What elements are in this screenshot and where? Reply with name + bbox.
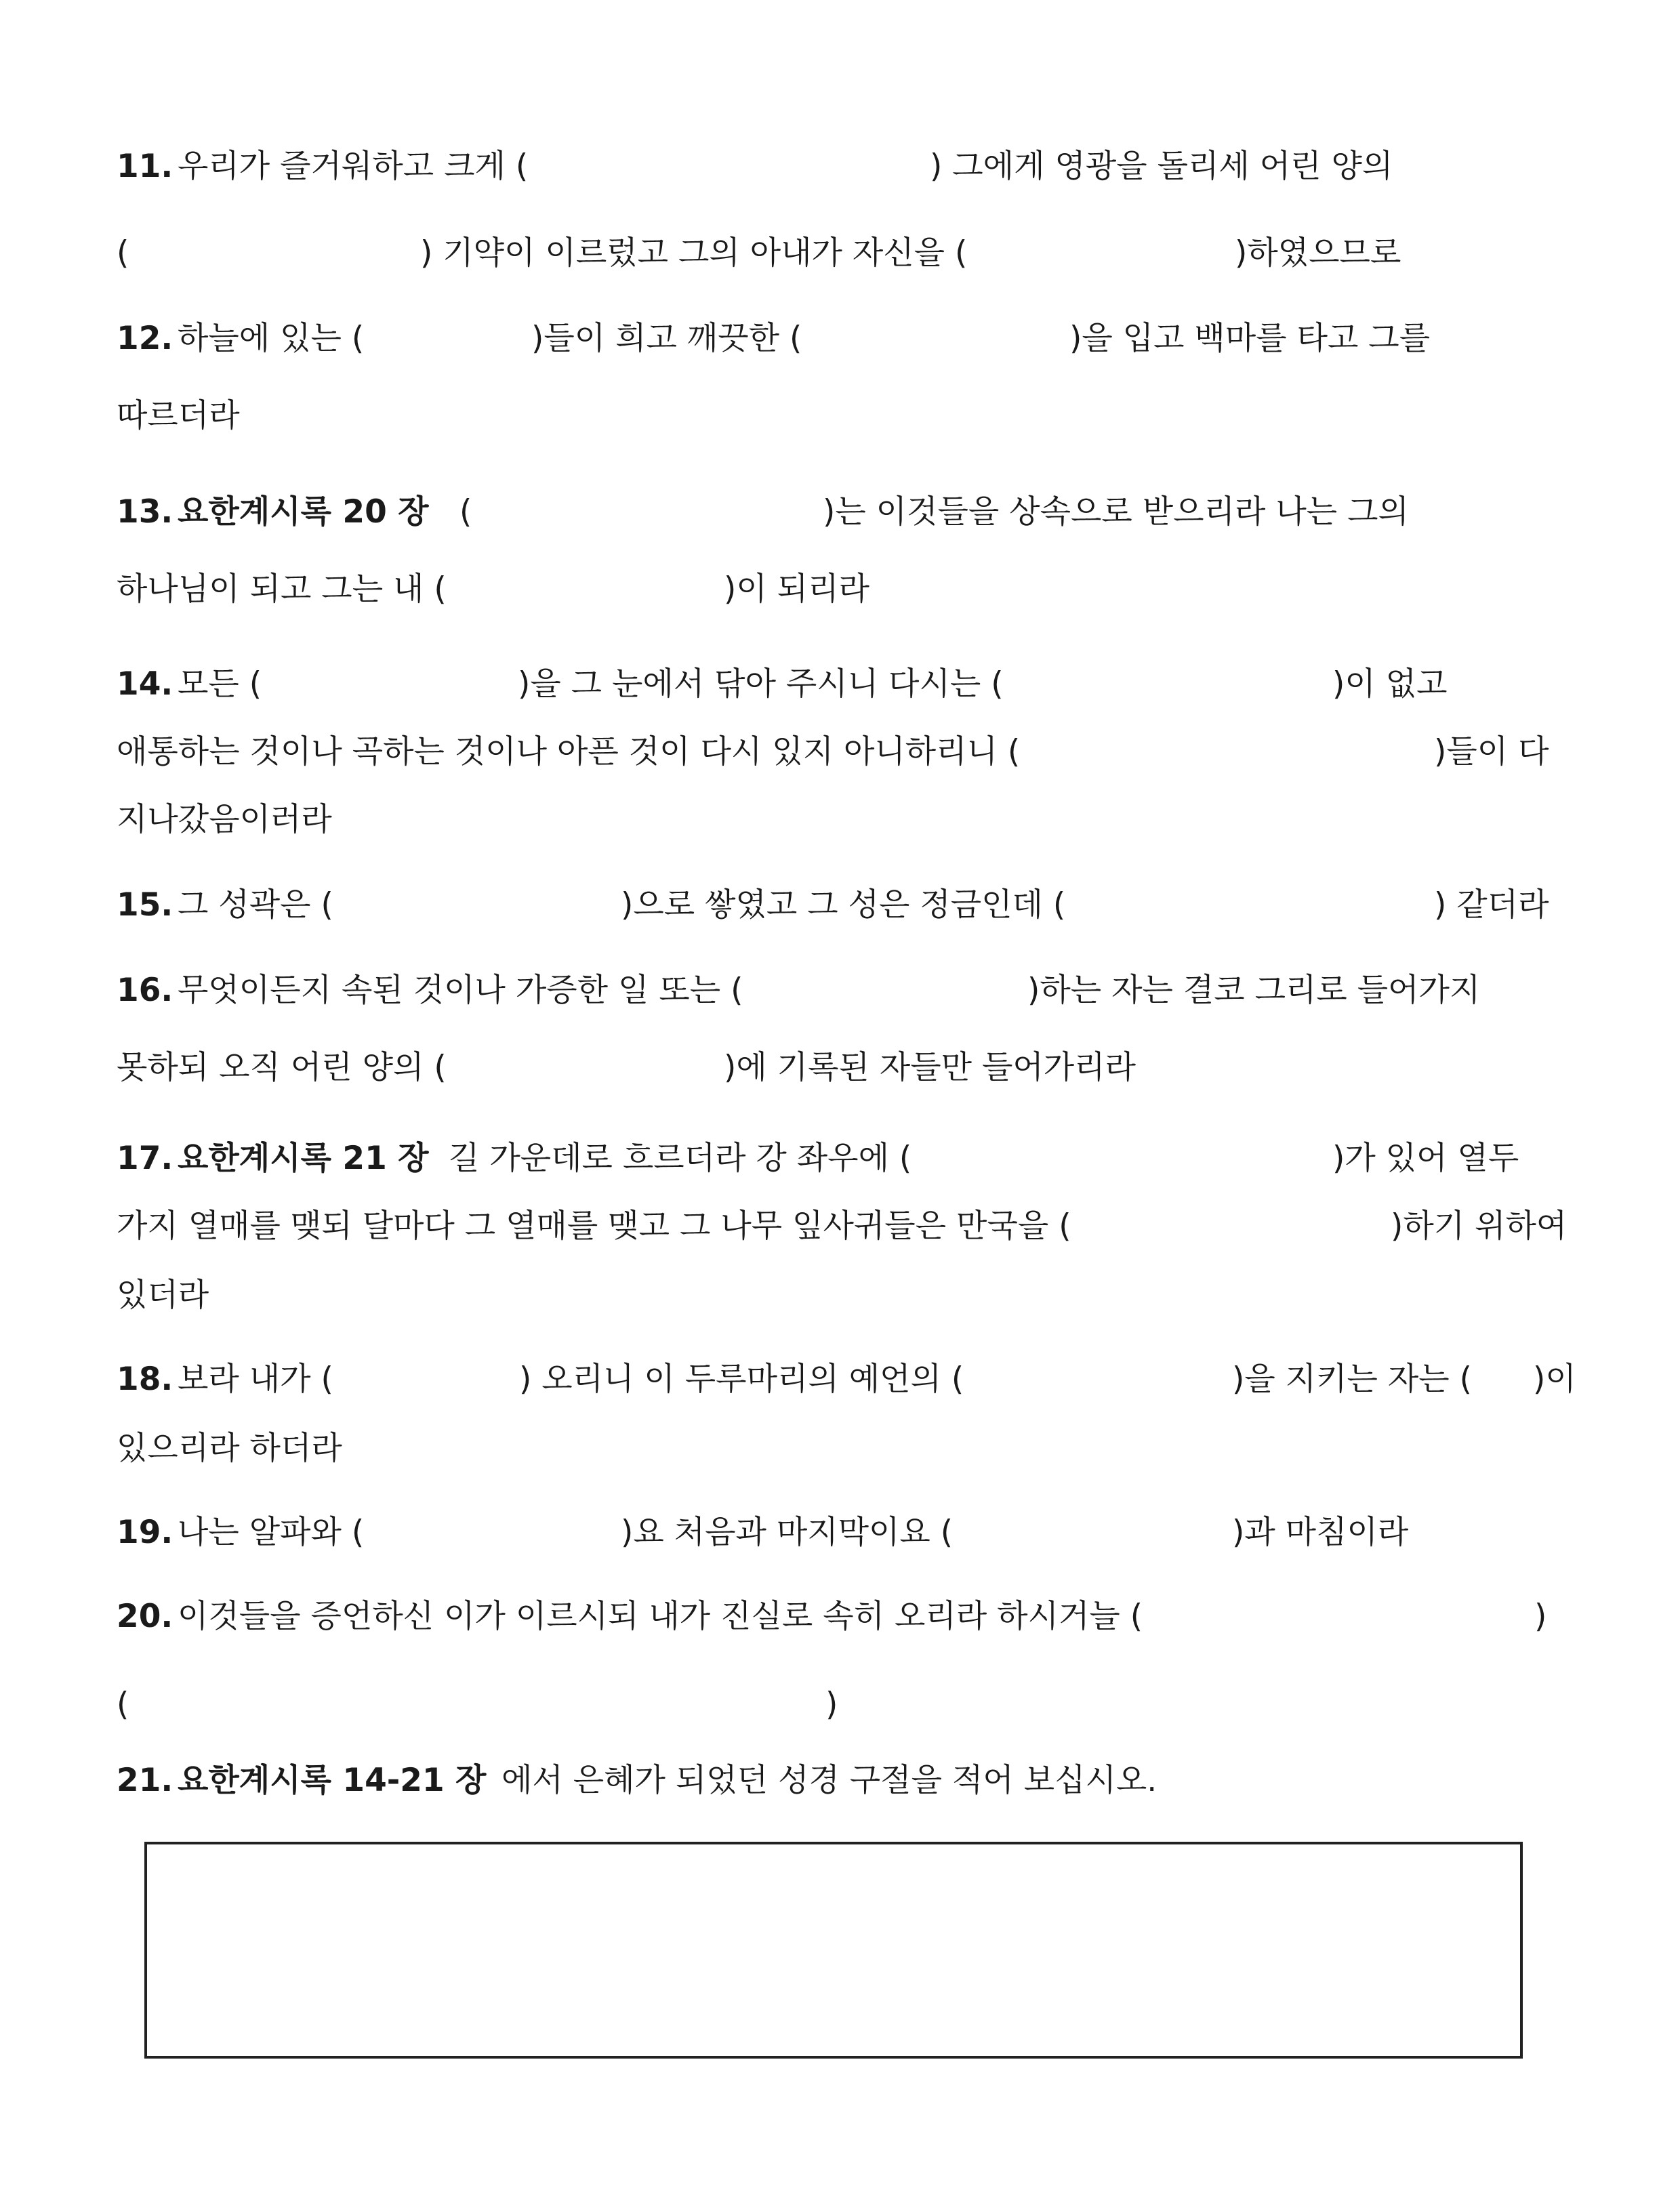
question-text: 애통하는 것이나 곡하는 것이나 아픈 것이 다시 있지 아니하리니 (: [117, 733, 1021, 770]
question-text: 하나님이 되고 그는 내 (: [117, 571, 447, 608]
question-text: )을 지키는 자는 (: [1232, 1361, 1472, 1398]
question-text: )이 없고: [1332, 665, 1448, 703]
question-text: 에서 은혜가 되었던 성경 구절을 적어 보십시오.: [501, 1762, 1157, 1799]
question-text: )가 있어 열두: [1332, 1140, 1519, 1177]
scripture-reference: 요한계시록 14-21 장: [178, 1762, 487, 1799]
question-text: 길 가운데로 흐르더라 강 좌우에 (: [449, 1140, 912, 1177]
question-text: 지나갔음이러라: [117, 801, 332, 838]
question-text: (: [117, 234, 129, 272]
question-number: 15.: [117, 886, 173, 924]
question-text: 그 성곽은 (: [178, 886, 333, 924]
question-text: 무엇이든지 속된 것이나 가증한 일 또는 (: [178, 972, 743, 1009]
question-number: 11.: [117, 148, 173, 185]
question-text: ) 오리니 이 두루마리의 예언의 (: [519, 1361, 964, 1398]
question-number: 13.: [117, 493, 173, 531]
question-number: 18.: [117, 1361, 173, 1398]
question-text: )과 마침이라: [1232, 1514, 1409, 1551]
question-text: 이것들을 증언하신 이가 이르시되 내가 진실로 속히 오리라 하시거늘 (: [178, 1598, 1143, 1635]
question-text: (: [117, 1686, 129, 1723]
question-text: 모든 (: [178, 665, 262, 703]
question-text: )는 이것들을 상속으로 받으리라 나는 그의: [823, 493, 1409, 531]
question-text: )이 되리라: [724, 571, 869, 608]
question-number: 21.: [117, 1762, 173, 1799]
question-number: 17.: [117, 1140, 173, 1177]
question-text: )하기 위하여: [1391, 1207, 1568, 1245]
question-text: (: [459, 493, 472, 531]
question-number: 16.: [117, 972, 173, 1009]
question-text: ) 그에게 영광을 돌리세 어린 양의: [930, 148, 1393, 185]
question-text: )들이 희고 깨끗한 (: [531, 320, 802, 357]
question-text: ): [1534, 1598, 1547, 1635]
scripture-reference: 요한계시록 20 장: [178, 493, 429, 531]
question-number: 14.: [117, 665, 173, 703]
question-text: 있더라: [117, 1277, 209, 1314]
question-text: 우리가 즐거워하고 크게 (: [178, 148, 529, 185]
question-text: 나는 알파와 (: [178, 1514, 365, 1551]
question-text: )하였으므로: [1235, 234, 1401, 272]
question-text: 있으리라 하더라: [117, 1430, 342, 1467]
question-text: ) 같더라: [1434, 886, 1549, 924]
question-number: 12.: [117, 320, 173, 357]
question-text: 가지 열매를 맺되 달마다 그 열매를 맺고 그 나무 잎사귀들은 만국을 (: [117, 1207, 1071, 1245]
question-text: 못하되 오직 어린 양의 (: [117, 1049, 447, 1086]
question-text: )들이 다: [1434, 733, 1549, 770]
question-number: 19.: [117, 1514, 173, 1551]
answer-box[interactable]: [144, 1842, 1523, 2059]
question-text: ): [825, 1686, 838, 1723]
question-text: )을 입고 백마를 타고 그를: [1069, 320, 1431, 357]
question-number: 20.: [117, 1598, 173, 1635]
question-text: )요 처음과 마지막이요 (: [621, 1514, 954, 1551]
question-text: 하늘에 있는 (: [178, 320, 365, 357]
question-text: )을 그 눈에서 닦아 주시니 다시는 (: [518, 665, 1004, 703]
question-text: 보라 내가 (: [178, 1361, 333, 1398]
question-text: 따르더라: [117, 397, 240, 434]
question-text: ) 기약이 이르렀고 그의 아내가 자신을 (: [420, 234, 968, 272]
question-text: )이: [1533, 1361, 1576, 1398]
question-text: )하는 자는 결코 그리로 들어가지: [1027, 972, 1481, 1009]
scripture-reference: 요한계시록 21 장: [178, 1140, 429, 1177]
question-text: )으로 쌓였고 그 성은 정금인데 (: [621, 886, 1066, 924]
question-text: )에 기록된 자들만 들어가리라: [724, 1049, 1136, 1086]
